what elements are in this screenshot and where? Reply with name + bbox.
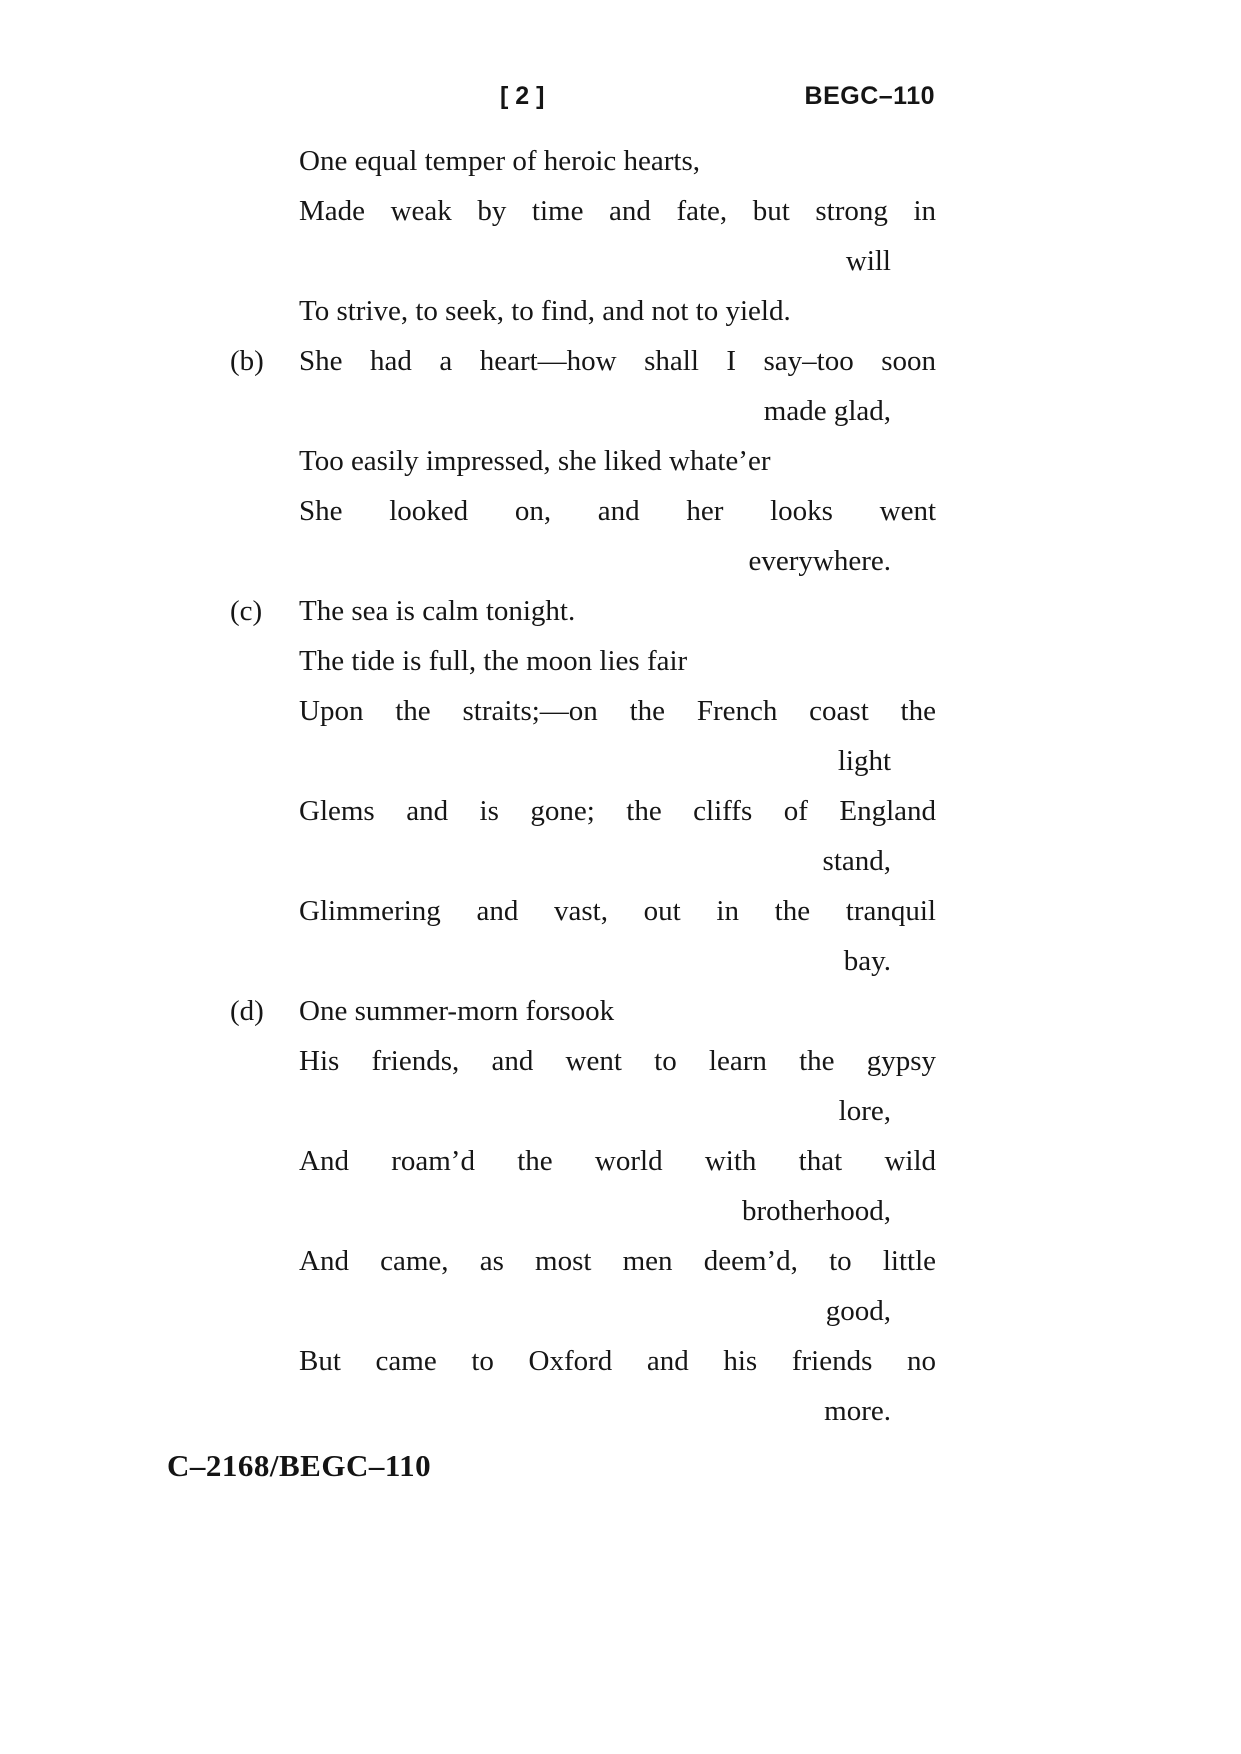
poem-line: She had a heart—how shall I say–too soon: [299, 345, 936, 377]
poem-line: Glems and is gone; the cliffs of England: [299, 795, 936, 827]
page-header: [0, 82, 1241, 116]
poem-line: To strive, to seek, to find, and not to yield.: [299, 295, 791, 327]
poem-line: good,: [825, 1295, 891, 1327]
poem-line: brotherhood,: [742, 1195, 891, 1227]
paper-code: C–2168/BEGC–110: [167, 1448, 432, 1483]
item-lines: [299, 586, 936, 986]
poem-item: [230, 986, 936, 1436]
item-lines: [299, 986, 936, 1436]
item-label: (b): [230, 345, 264, 377]
poem-line: Glimmering and vast, out in the tranquil: [299, 895, 936, 927]
poem-item: [230, 586, 936, 986]
poem-line: stand,: [822, 845, 891, 877]
item-lines: [299, 336, 936, 586]
poem-line: His friends, and went to learn the gypsy: [299, 1045, 936, 1077]
poem-line: Made weak by time and fate, but strong in: [299, 195, 936, 227]
poem-line: will: [845, 245, 891, 277]
poem-line: One equal temper of heroic hearts,: [299, 145, 700, 177]
poem-item: [230, 336, 936, 586]
poem-line: Upon the straits;—on the French coast the: [299, 695, 936, 727]
poem-line: lore,: [838, 1095, 891, 1127]
poem-line: bay.: [843, 945, 891, 977]
item-label: (c): [230, 595, 263, 627]
item-lines: [299, 136, 936, 336]
course-code: BEGC–110: [804, 82, 935, 110]
page-number: [ 2 ]: [500, 82, 545, 110]
poem-line: One summer-morn forsook: [299, 995, 615, 1027]
item-label: (d): [230, 995, 264, 1027]
poem-line: made glad,: [763, 395, 891, 427]
poem-line: She looked on, and her looks went: [299, 495, 936, 527]
poem-body: [230, 136, 936, 1436]
poem-line: more.: [824, 1395, 891, 1427]
poem-line: Too easily impressed, she liked whate’er: [299, 445, 771, 477]
poem-line: light: [837, 745, 891, 777]
poem-item: [230, 136, 936, 336]
poem-line: everywhere.: [748, 545, 891, 577]
poem-line: And came, as most men deem’d, to little: [299, 1245, 936, 1277]
poem-line: The sea is calm tonight.: [299, 595, 576, 627]
poem-line: But came to Oxford and his friends no: [299, 1345, 936, 1377]
poem-line: And roam’d the world with that wild: [299, 1145, 936, 1177]
poem-line: The tide is full, the moon lies fair: [299, 645, 688, 677]
